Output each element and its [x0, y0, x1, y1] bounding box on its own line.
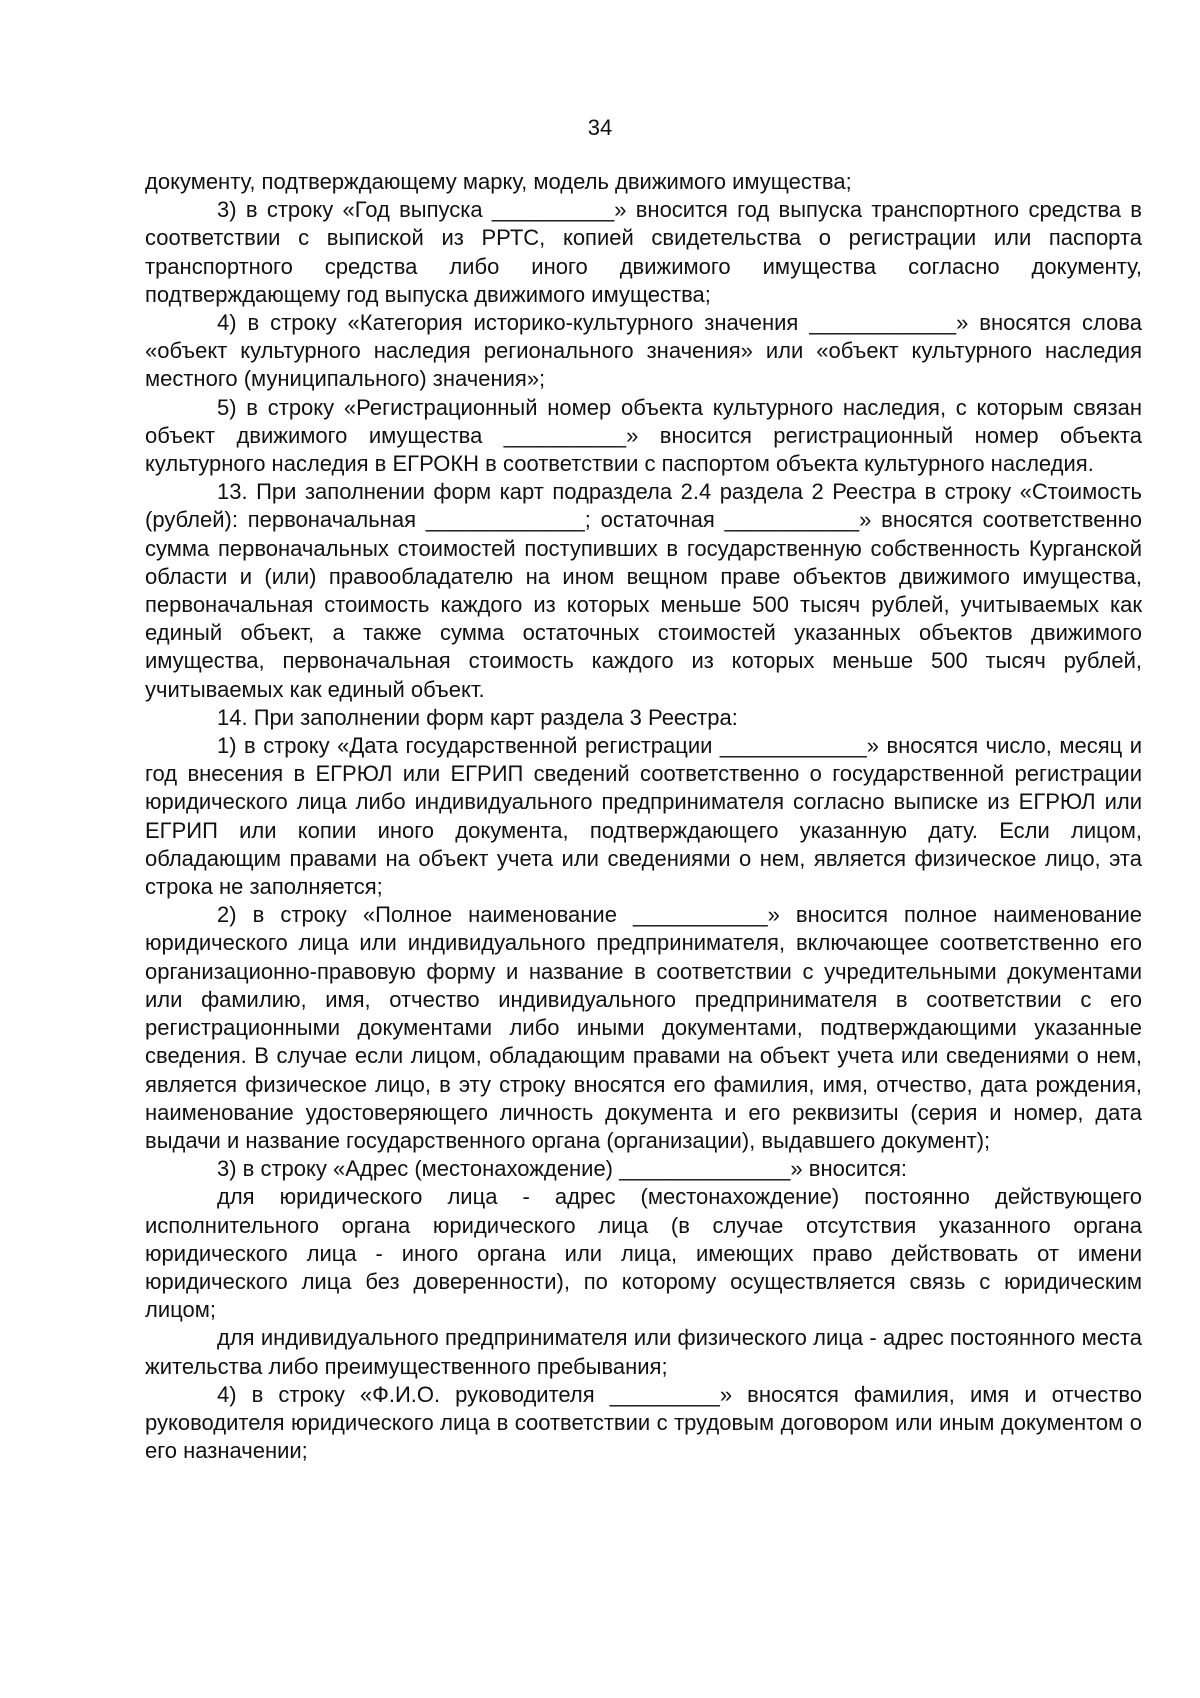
paragraph-clause-14: 14. При заполнении форм карт раздела 3 Реестра: — [217, 704, 738, 730]
page-number: 34 — [587, 115, 613, 140]
paragraph-item-2-full-name: 2) в строку «Полное наименование ___________» вносится полное наименование юридического лица или индивидуального предпринимателя, включающее соответственно его организационно-правовую форму и название в соответствии с учредительными документами или фамилию, имя, отчество индивидуального предпринимателя в соответствии с его регистрационными документами либо иными документами, подтверждающими указанные сведения. В случае если лицом, обладающим правами на объект учета или сведениями о нем, является физическое лицо, в эту строку вносятся его фамилия, имя, отчество, дата рождения, наименование удостоверяющего личность документа и его реквизиты (серия и номер, дата выдачи и название государственного органа (организации), выдавшего документ); — [145, 902, 1142, 1153]
paragraph-continuation: документу, подтверждающему марку, модель движимого имущества; — [145, 169, 852, 194]
paragraph-item-3-year: 3) в строку «Год выпуска __________» вносится год выпуска транспортного средства в соответствии с выпиской из РРТС, копией свидетельства о регистрации или паспорта транспортного средства либо иного движимого имущества согласно документу, подтверждающему год выпуска движимого имущества; — [145, 197, 1142, 307]
paragraph-address-legal-entity: для юридического лица - адрес (местонахождение) постоянно действующего исполнительного органа юридического лица (в случае отсутствия указанного органа юридического лица - иного органа или лица, имеющих право действовать от имени юридического лица без доверенности), по которому осуществляется связь с юридическим лицом; — [145, 1184, 1142, 1323]
paragraph-item-4-category: 4) в строку «Категория историко-культурного значения ____________» вносятся слова «объект культурного наследия регионального значения» или «объект культурного наследия местного (муниципального) значения»; — [145, 310, 1142, 392]
paragraph-item-5-registration-number: 5) в строку «Регистрационный номер объекта культурного наследия, с которым связан объект движимого имущества __________» вносится регистрационный номер объекта культурного наследия в ЕГРОКН в соответствии с паспортом объекта культурного наследия. — [145, 394, 1142, 477]
paragraph-clause-13: 13. При заполнении форм карт подраздела 2.4 раздела 2 Реестра в строку «Стоимость (рублей): первоначальная _____________; остаточная ___________» вносятся соответственно сумма первоначальных стоимостей поступивших в государственную собственность Курганской области и (или) правообладателю на ином вещном праве объектов движимого имущества, первоначальная стоимость каждого из которых меньше 500 тысяч рублей, учитываемых как единый объект, а также сумма остаточных стоимостей указанных объектов движимого имущества, первоначальная стоимость каждого из которых меньше 500 тысяч рублей, учитываемых как единый объект. — [145, 479, 1142, 702]
paragraph-item-1-registration-date: 1) в строку «Дата государственной регистрации ____________» вносятся число, месяц и год внесения в ЕГРЮЛ или ЕГРИП сведений соответственно о государственной регистрации юридического лица либо индивидуального предпринимателя согласно выписке из ЕГРЮЛ или ЕГРИП или копии иного документа, подтверждающего указанную дату. Если лицом, обладающим правами на объект учета или сведениями о нем, является физическое лицо, эта строка не заполняется; — [145, 733, 1142, 900]
paragraph-item-4-director-name: 4) в строку «Ф.И.О. руководителя _________» вносятся фамилия, имя и отчество руководителя юридического лица в соответствии с трудовым договором или иным документом о его назначении; — [145, 1381, 1142, 1464]
paragraph-item-3-address: 3) в строку «Адрес (местонахождение) ______________» вносится: — [217, 1156, 907, 1182]
paragraph-address-individual: для индивидуального предпринимателя или физического лица - адрес постоянного места жительства либо преимущественного пребывания; — [145, 1325, 1142, 1379]
document-body — [145, 168, 1142, 1465]
